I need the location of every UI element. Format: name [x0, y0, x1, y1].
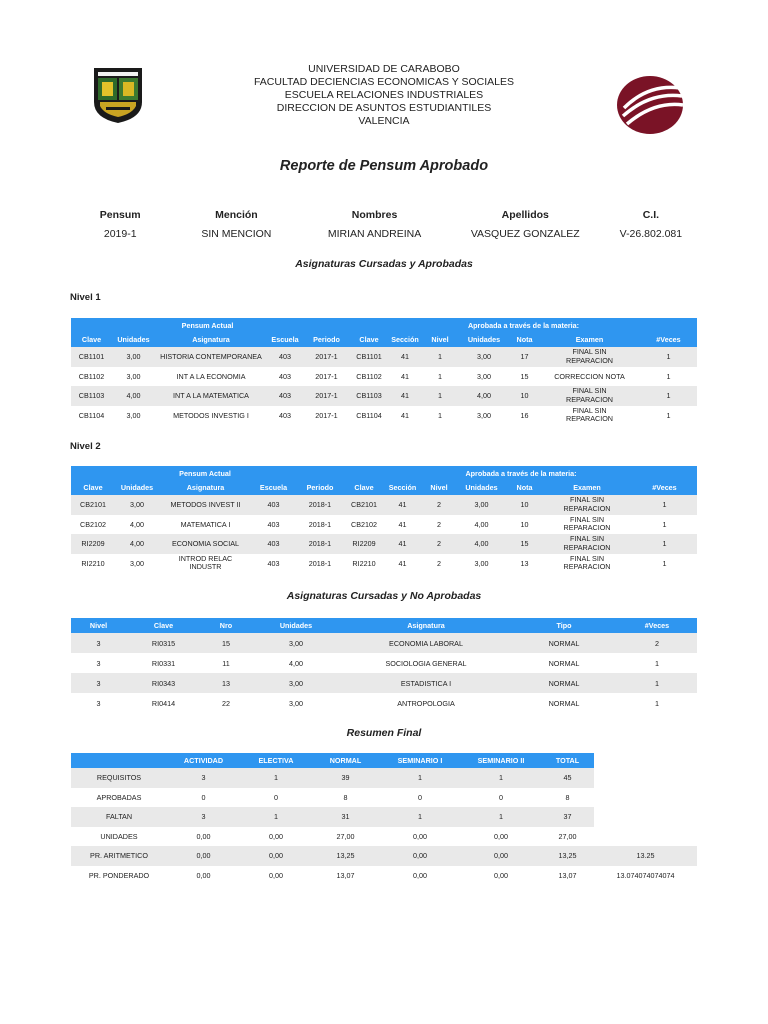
cell: CB1104 — [78, 410, 105, 420]
cell: 13,25 — [336, 851, 355, 861]
cell: 3,00 — [477, 352, 491, 362]
cell: 0 — [499, 792, 503, 802]
cell: HISTORIA CONTEMPORANEA — [160, 352, 262, 362]
table-row — [71, 406, 697, 426]
summary-row — [71, 827, 697, 847]
level-2-label: Nivel 2 — [70, 441, 101, 452]
cell: 13 — [520, 558, 529, 568]
info-apellidos: VASQUEZ GONZALEZ — [470, 228, 580, 240]
cell: 3 — [201, 773, 206, 783]
summary-column-headers — [71, 753, 697, 768]
summary-table — [71, 753, 697, 885]
cell: 2017-1 — [315, 391, 338, 401]
level-1-label: Nivel 1 — [70, 292, 101, 303]
subject-name: INTROD RELAC INDUSTR — [178, 553, 233, 572]
cell: 8 — [565, 792, 570, 802]
col-header: Sección — [388, 483, 417, 492]
cell: 0,00 — [494, 831, 508, 841]
table-row — [71, 515, 697, 535]
cell: 0 — [201, 792, 206, 802]
col-header: Unidades — [117, 335, 150, 344]
cell: FALTAN — [105, 812, 133, 822]
cell: 403 — [267, 500, 280, 510]
cell: 0,00 — [494, 851, 508, 861]
cell: CB1104 — [356, 410, 382, 420]
cell: RI0331 — [151, 658, 176, 668]
col-header: Clave — [354, 483, 374, 492]
exam-type: FINAL SIN REPARACION — [563, 553, 611, 572]
cell: CB1103 — [78, 391, 105, 401]
info-header-apellidos: Apellidos — [501, 209, 549, 221]
cell: 0,00 — [494, 870, 508, 880]
institution-header — [0, 63, 768, 128]
cell: PR. PONDERADO — [88, 870, 150, 880]
col-header: Clave — [81, 335, 102, 344]
cell: 10 — [520, 391, 529, 401]
cell: 13.25 — [636, 851, 655, 861]
col-header: Unidades — [465, 483, 498, 492]
cell: 2017-1 — [315, 410, 338, 420]
cell: 27,00 — [558, 831, 577, 841]
cell: 4,00 — [474, 539, 489, 549]
cell: CB1101 — [78, 352, 105, 362]
cell: APROBADAS — [96, 792, 142, 802]
cell: 2018-1 — [308, 519, 332, 529]
cell: 16 — [520, 410, 529, 420]
cell: MATEMATICA I — [180, 519, 231, 529]
cell: 1 — [666, 352, 671, 362]
col-header: Clave — [153, 621, 174, 630]
cell: 2 — [437, 500, 441, 510]
cell: 1 — [438, 410, 442, 420]
cell: 1 — [662, 519, 667, 529]
cell: RI2210 — [81, 558, 105, 568]
header-line: VALENCIA — [358, 115, 410, 127]
cell: 0,00 — [413, 870, 427, 880]
cell: 39 — [341, 773, 350, 783]
cell: 0,00 — [269, 851, 283, 861]
summary-row — [71, 807, 697, 827]
cell: 3 — [96, 638, 101, 648]
cell: 10 — [520, 519, 529, 529]
cell: 41 — [398, 519, 407, 529]
table-row — [71, 653, 697, 673]
cell: 4,00 — [289, 658, 303, 668]
cell: 403 — [267, 519, 280, 529]
col-header: Nivel — [430, 483, 448, 492]
cell: NORMAL — [548, 678, 580, 688]
cell: 2 — [437, 519, 441, 529]
exam-type: FINAL SIN REPARACION — [563, 514, 611, 533]
cell: RI2210 — [352, 558, 376, 568]
cell: 4,00 — [474, 519, 489, 529]
cell: 45 — [563, 773, 572, 783]
cell: 8 — [343, 792, 348, 802]
cell: ANTROPOLOGIA — [397, 698, 455, 708]
cell: 11 — [222, 658, 230, 668]
cell: 3,00 — [126, 352, 141, 362]
cell: METODOS INVEST II — [170, 500, 241, 510]
col-header: #Veces — [656, 335, 681, 344]
cell: 3 — [96, 678, 101, 688]
col-header: Periodo — [313, 335, 340, 344]
cell: 15 — [520, 539, 529, 549]
col-header: Nota — [516, 483, 533, 492]
cell: 403 — [267, 558, 280, 568]
summary-section-title: Resumen Final — [346, 727, 422, 739]
cell: RI0343 — [151, 678, 176, 688]
cell: 13.074074074074 — [616, 870, 675, 880]
cell: 2018-1 — [308, 500, 332, 510]
approved-section-title: Asignaturas Cursadas y Aprobadas — [295, 258, 473, 270]
col-header: Clave — [359, 335, 379, 344]
exam-type: FINAL SIN REPARACION — [566, 405, 613, 424]
col-header: Unidades — [279, 621, 313, 630]
cell: 37 — [563, 812, 572, 822]
cell: RI0414 — [151, 698, 176, 708]
cell: 0,00 — [196, 831, 211, 841]
col-header: ACTIVIDAD — [183, 756, 224, 765]
cell: 41 — [401, 352, 409, 362]
col-header: Asignatura — [192, 335, 230, 344]
col-header: Periodo — [306, 483, 334, 492]
cell: CB2101 — [80, 500, 106, 510]
cell: UNIDADES — [100, 831, 138, 841]
col-header: TOTAL — [555, 756, 580, 765]
cell: 13 — [222, 678, 230, 688]
cell: 41 — [398, 558, 407, 568]
cell: 1 — [662, 500, 667, 510]
col-header: Unidades — [120, 483, 154, 492]
cell: 1 — [438, 391, 442, 401]
cell: 10 — [520, 500, 529, 510]
cell: 0,00 — [413, 851, 427, 861]
cell: 2017-1 — [315, 352, 338, 362]
info-pensum: 2019-1 — [103, 228, 137, 240]
cell: 1 — [655, 658, 659, 668]
cell: METODOS INVESTIG I — [173, 410, 249, 420]
cell: ECONOMIA LABORAL — [389, 638, 463, 648]
cell — [542, 495, 632, 515]
exam-type: FINAL SIN REPARACION — [566, 386, 613, 404]
cell: 1 — [662, 539, 667, 549]
col-header: SEMINARIO I — [397, 756, 443, 765]
cell: 2 — [437, 539, 441, 549]
col-header: Nro — [219, 621, 233, 630]
cell: NORMAL — [548, 698, 580, 708]
summary-row — [71, 768, 697, 788]
cell: 41 — [401, 391, 409, 401]
cell: 0,00 — [269, 870, 283, 880]
cell: 3,00 — [477, 410, 491, 420]
cell: 1 — [666, 410, 671, 420]
cell: 2 — [437, 558, 441, 568]
info-header-mencion: Mención — [215, 209, 258, 221]
col-header: SEMINARIO II — [477, 756, 525, 765]
cell: 13,25 — [558, 851, 577, 861]
cell: 1 — [666, 391, 671, 401]
group-header-approved-via: Aprobada a través de la materia: — [467, 320, 580, 330]
cell: 17 — [520, 352, 529, 362]
col-header: ELECTIVA — [258, 756, 294, 765]
cell: 1 — [655, 678, 659, 688]
level-column-headers — [71, 480, 697, 495]
cell: 41 — [398, 539, 407, 549]
col-header: Escuela — [259, 483, 288, 492]
cell: 3,00 — [130, 500, 144, 510]
summary-row — [71, 788, 697, 808]
cell: CB1102 — [356, 371, 382, 381]
table-row — [71, 386, 697, 406]
cell: 1 — [274, 812, 278, 822]
cell: 0,00 — [269, 831, 283, 841]
col-header: Tipo — [556, 621, 572, 630]
info-ci: V-26.802.081 — [619, 228, 683, 240]
cell: 1 — [438, 352, 442, 362]
exam-type: FINAL SIN REPARACION — [563, 534, 611, 552]
cell: 3,00 — [474, 500, 489, 510]
cell: 4,00 — [477, 391, 491, 401]
cell: 1 — [499, 773, 503, 783]
table-row — [71, 554, 697, 574]
table-row — [71, 495, 697, 515]
cell: 3,00 — [126, 371, 141, 381]
cell: 31 — [341, 812, 350, 822]
cell: NORMAL — [548, 638, 580, 648]
cell: 3,00 — [289, 678, 303, 688]
cell: PR. ARITMETICO — [90, 851, 148, 861]
cell: RI0315 — [151, 638, 176, 648]
cell: 4,00 — [126, 391, 141, 401]
cell: 3,00 — [477, 371, 491, 381]
table-row — [71, 367, 697, 387]
summary-row — [71, 846, 697, 866]
info-header-ci: C.I. — [642, 209, 660, 221]
cell: 41 — [398, 500, 407, 510]
col-header: Nivel — [431, 335, 449, 344]
summary-row — [71, 866, 697, 886]
cell — [539, 347, 640, 367]
col-header: Nota — [516, 335, 533, 344]
info-nombres: MIRIAN ANDREINA — [327, 228, 422, 240]
header-line: ESCUELA RELACIONES INDUSTRIALES — [284, 89, 484, 101]
cell: RI2209 — [81, 539, 105, 549]
col-header: #Veces — [652, 483, 677, 492]
level-1-table — [71, 318, 697, 425]
cell: 0 — [418, 792, 422, 802]
cell: 22 — [222, 698, 230, 708]
col-header: Sección — [391, 335, 419, 344]
cell: 1 — [655, 698, 659, 708]
cell: CB1101 — [356, 352, 382, 362]
cell: 1 — [274, 773, 278, 783]
cell: 403 — [279, 371, 291, 381]
table-row — [71, 347, 697, 367]
cell: 41 — [401, 410, 409, 420]
table-row — [71, 534, 697, 554]
cell: 15 — [222, 638, 230, 648]
col-header: Asignatura — [186, 483, 225, 492]
cell: 4,00 — [130, 539, 144, 549]
cell: 3 — [201, 812, 206, 822]
cell: 2 — [655, 638, 659, 648]
cell: 403 — [279, 391, 291, 401]
cell: 3,00 — [289, 638, 303, 648]
cell: 3 — [96, 658, 101, 668]
cell: 403 — [279, 410, 291, 420]
cell: 403 — [267, 539, 280, 549]
cell: 2018-1 — [308, 558, 332, 568]
cell: 13,07 — [558, 870, 577, 880]
group-header-current: Pensum Actual — [181, 320, 234, 330]
cell: NORMAL — [548, 658, 580, 668]
cell: 15 — [520, 371, 529, 381]
cell: CB2102 — [80, 519, 106, 529]
table-row — [71, 633, 697, 653]
cell: 3 — [96, 698, 101, 708]
not-approved-section-title: Asignaturas Cursadas y No Aprobadas — [286, 590, 482, 602]
student-info — [70, 208, 698, 241]
header-line: FACULTAD DECIENCIAS ECONOMICAS Y SOCIALES — [253, 76, 515, 88]
cell: INT A LA MATEMATICA — [173, 391, 249, 401]
col-header: Unidades — [467, 335, 501, 344]
cell — [539, 406, 640, 426]
table-row — [71, 673, 697, 693]
header-line: DIRECCION DE ASUNTOS ESTUDIANTILES — [276, 102, 492, 114]
cell: 41 — [401, 371, 409, 381]
cell: CB2101 — [351, 500, 377, 510]
cell: 3,00 — [289, 698, 303, 708]
cell: 0,00 — [413, 831, 427, 841]
cell: 3,00 — [126, 410, 141, 420]
col-header: Clave — [83, 483, 103, 492]
cell: 1 — [438, 371, 442, 381]
not-approved-column-headers — [71, 618, 697, 633]
col-header — [71, 753, 167, 768]
exam-type: FINAL SIN REPARACION — [563, 495, 611, 513]
info-header-pensum: Pensum — [99, 209, 141, 221]
cell: CB1102 — [78, 371, 105, 381]
cell — [539, 367, 640, 387]
cell: 2018-1 — [308, 539, 332, 549]
level-column-headers — [71, 332, 697, 347]
not-approved-table — [71, 618, 697, 713]
group-header-current: Pensum Actual — [179, 468, 231, 478]
col-header: Nivel — [89, 621, 108, 630]
cell: 0,00 — [196, 870, 211, 880]
cell: 4,00 — [130, 519, 144, 529]
cell: SOCIOLOGIA GENERAL — [385, 658, 467, 668]
cell: ECONOMIA SOCIAL — [171, 539, 240, 549]
cell: 2017-1 — [315, 371, 338, 381]
cell — [542, 534, 632, 554]
col-header: Asignatura — [407, 621, 445, 630]
cell — [542, 554, 632, 574]
cell — [539, 386, 640, 406]
report-title: Reporte de Pensum Aprobado — [279, 158, 489, 174]
cell: 1 — [666, 371, 671, 381]
level-2-table — [71, 466, 697, 573]
col-header: #Veces — [644, 621, 670, 630]
col-header: Examen — [575, 335, 604, 344]
cell: 1 — [418, 773, 422, 783]
cell: RI2209 — [352, 539, 376, 549]
col-header: NORMAL — [329, 756, 362, 765]
cell: 1 — [662, 558, 667, 568]
info-mencion: SIN MENCION — [201, 228, 272, 240]
info-header-nombres: Nombres — [351, 209, 398, 221]
cell: 27,00 — [336, 831, 355, 841]
cell — [542, 515, 632, 535]
table-row — [71, 693, 697, 713]
cell: 1 — [418, 812, 422, 822]
header-line: UNIVERSIDAD DE CARABOBO — [308, 63, 460, 75]
cell: 1 — [499, 812, 503, 822]
cell: 3,00 — [474, 558, 489, 568]
exam-type: CORRECCION NOTA — [554, 371, 625, 381]
cell: REQUISITOS — [96, 773, 142, 783]
cell: 13,07 — [336, 870, 355, 880]
group-header-approved-via: Aprobada a través de la materia: — [465, 468, 577, 478]
cell — [159, 554, 252, 574]
exam-type: FINAL SIN REPARACION — [566, 347, 613, 365]
cell: ESTADISTICA I — [400, 678, 452, 688]
col-header: Examen — [573, 483, 601, 492]
cell: 403 — [279, 352, 291, 362]
cell: 0,00 — [196, 851, 211, 861]
cell: INT A LA ECONOMIA — [176, 371, 246, 381]
cell: CB2102 — [351, 519, 377, 529]
col-header: Escuela — [271, 335, 299, 344]
cell: CB1103 — [356, 391, 382, 401]
cell: 0 — [274, 792, 278, 802]
cell: 3,00 — [130, 558, 144, 568]
